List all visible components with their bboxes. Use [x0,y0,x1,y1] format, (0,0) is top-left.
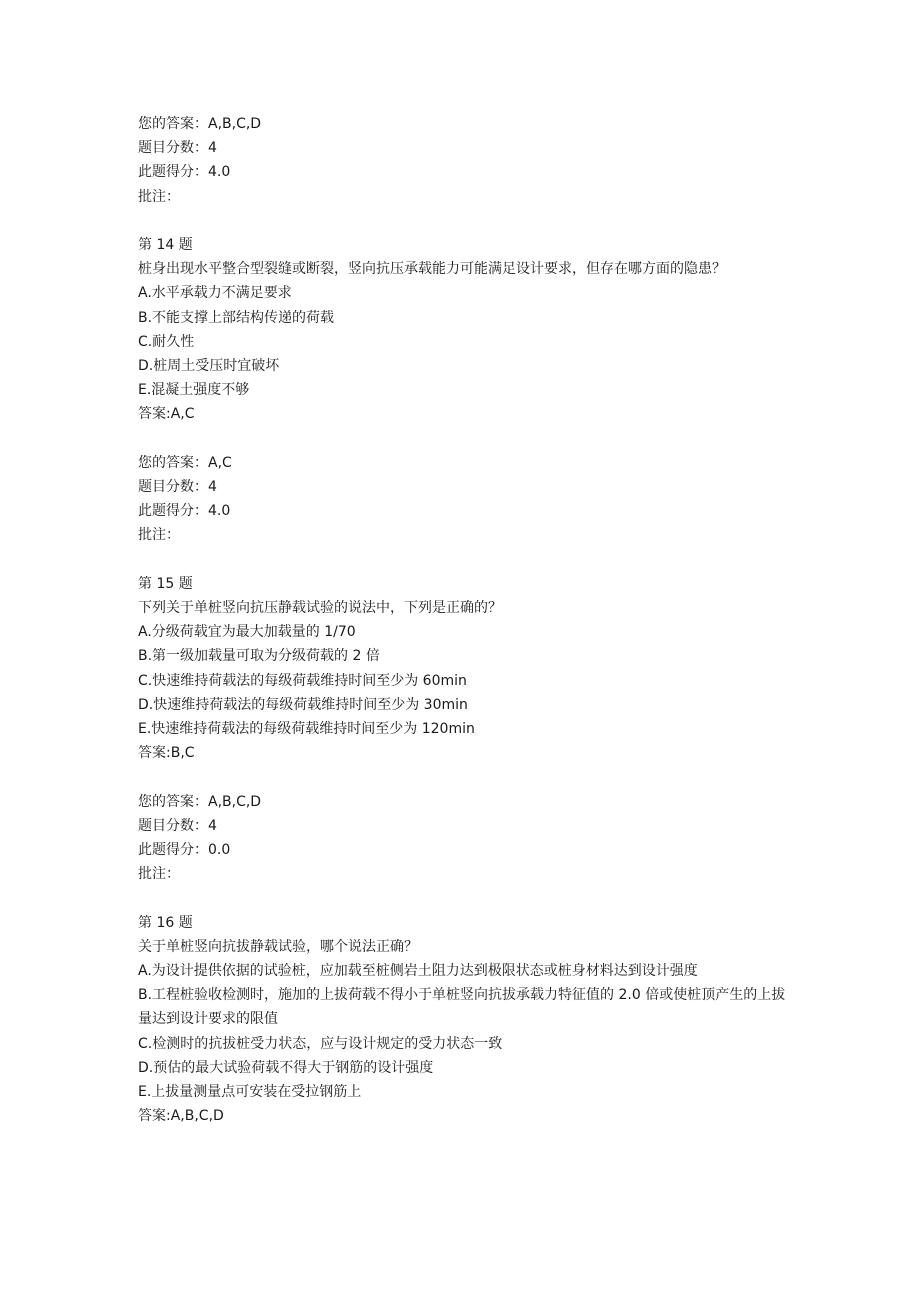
question-score: 题目分数：4 [138,479,217,496]
option-b: B.工程桩验收检测时，施加的上拔荷载不得小于单桩竖向抗拔承载力特征值的 2.0 倍或使桩顶产生的上拔量达到设计要求的限值 [138,987,786,1028]
question-stem: 桩身出现水平整合型裂缝或断裂，竖向抗压承载能力可能满足设计要求，但存在哪方面的隐患？ [138,261,726,278]
earned-score: 此题得分：4.0 [138,164,231,181]
question-stem: 关于单桩竖向抗拔静载试验，哪个说法正确？ [138,938,418,955]
option-a: A.分级荷载宜为最大加载量的 1/70 [138,624,356,641]
option-d: D.预估的最大试验荷载不得大于钢筋的设计强度 [138,1059,434,1076]
question-number: 第 15 题 [138,575,193,592]
option-e: E.混凝土强度不够 [138,382,250,399]
question-16 [138,911,788,1129]
result-block-14 [138,451,788,548]
option-c: C.耐久性 [138,333,195,350]
option-c: C.检测时的抗拔桩受力状态，应与设计规定的受力状态一致 [138,1035,503,1052]
option-d: D.快速维持荷载法的每级荷载维持时间至少为 30min [138,696,468,713]
question-14 [138,233,788,427]
comment: 批注： [138,866,180,883]
correct-answer: 答案:A,B,C,D [138,1108,224,1125]
option-b: B.不能支撑上部结构传递的荷载 [138,309,335,326]
question-score: 题目分数：4 [138,140,217,157]
question-score: 题目分数：4 [138,817,217,834]
option-b: B.第一级加载量可取为分级荷载的 2 倍 [138,648,380,665]
comment: 批注： [138,527,180,544]
earned-score: 此题得分：0.0 [138,842,231,859]
option-e: E.上拔量测量点可安装在受拉钢筋上 [138,1084,362,1101]
option-c: C.快速维持荷载法的每级荷载维持时间至少为 60min [138,672,467,689]
document-page [138,112,788,1128]
your-answer: 您的答案：A,B,C,D [138,793,262,810]
question-stem: 下列关于单桩竖向抗压静载试验的说法中，下列是正确的？ [138,600,502,617]
correct-answer: 答案:B,C [138,745,195,762]
correct-answer: 答案:A,C [138,406,195,423]
option-a: A.水平承载力不满足要求 [138,285,292,302]
your-answer: 您的答案：A,C [138,454,232,471]
comment: 批注： [138,188,180,205]
option-d: D.桩周土受压时宜破坏 [138,358,280,375]
result-block-15 [138,790,788,887]
question-number: 第 14 题 [138,237,193,253]
earned-score: 此题得分：4.0 [138,503,231,520]
option-e: E.快速维持荷载法的每级荷载维持时间至少为 120min [138,721,475,738]
option-a: A.为设计提供依据的试验桩，应加载至桩侧岩土阻力达到极限状态或桩身材料达到设计强度 [138,963,698,980]
question-number: 第 16 题 [138,914,193,931]
question-15 [138,572,788,766]
your-answer: 您的答案：A,B,C,D [138,116,262,132]
prev-result-block [138,112,788,209]
